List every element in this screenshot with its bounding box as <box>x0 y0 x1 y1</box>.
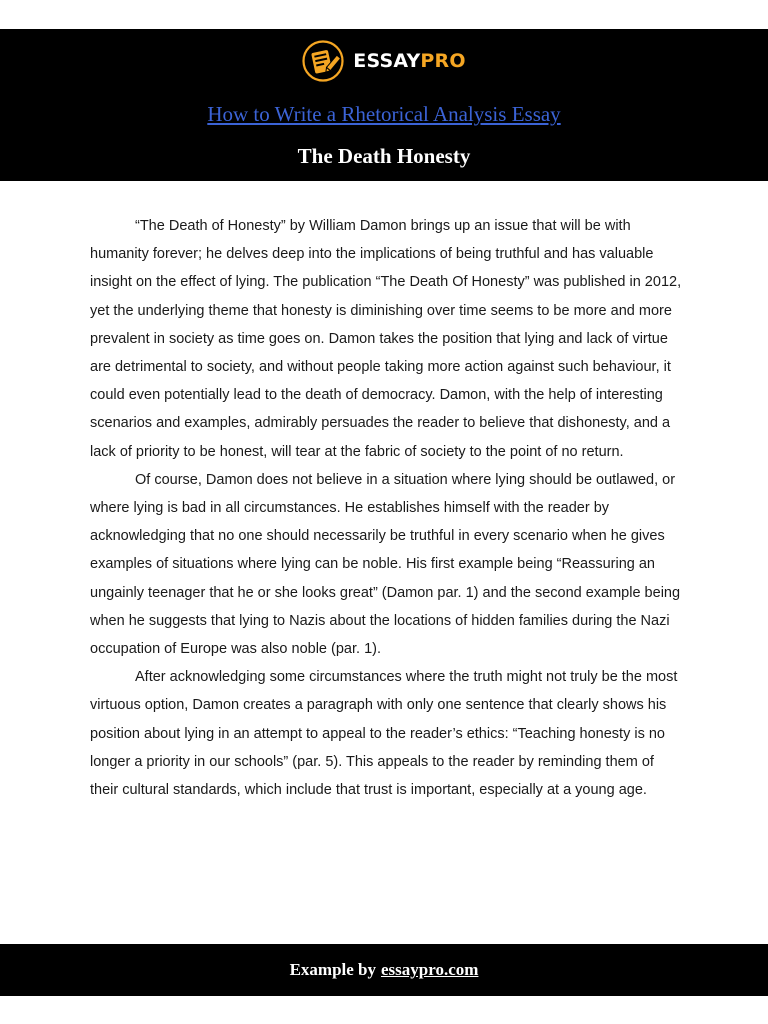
notepad-pencil-icon <box>302 40 344 82</box>
footer-banner <box>0 944 768 996</box>
guide-link[interactable]: How to Write a Rhetorical Analysis Essay <box>207 102 561 126</box>
essay-paragraph: “The Death of Honesty” by William Damon brings up an issue that will be with humanity forever; he delves deep into the implications of being truthful and has valuable insight on the effect of lying. The publication “The Death Of Honesty” was published in 2012, yet the underlying theme that honesty is diminishing over time seems to be more and more prevalent in society as time goes on. Damon takes the position that lying and lack of virtue are detrimental to society, and without people taking more action against such behaviour, it could even potentially lead to the death of democracy. Damon, with the help of interesting scenarios and examples, admirably persuades the reader to believe that dishonesty, and a lack of priority to be honest, will tear at the fabric of society to the point of no return. <box>90 218 682 460</box>
essay-body <box>90 212 682 804</box>
essay-paragraph: Of course, Damon does not believe in a situation where lying should be outlawed, or where lying is bad in all circumstances. He establishes himself with the reader by acknowledging that no one should necessarily be truthful in every scenario when he gives examples of situations where lying can be noble. His first example being “Reassuring an ungainly teenager that he or she looks great” (Damon par. 1) and the second example being when he suggests that lying to Nazis about the locations of hidden families during the Nazi occupation of Europe was also noble (par. 1). <box>90 471 681 658</box>
footer-link[interactable]: essaypro.com <box>381 960 479 979</box>
logo-word-essay: ESSAY <box>353 49 421 72</box>
header-banner <box>0 29 768 181</box>
essay-paragraph: After acknowledging some circumstances where the truth might not truly be the most virtuous option, Damon creates a paragraph with only one sentence that clearly shows his position about lying in an attempt to appeal to the reader’s ethics: “Teaching honesty is no longer a priority in our schools” (par. 5). This appeals to the reader by reminding them of their cultural standards, which include that trust is important, especially at a young age. <box>90 669 678 799</box>
essay-title: The Death Honesty <box>297 144 471 168</box>
essaypro-logo[interactable] <box>0 39 768 83</box>
logo-wordmark <box>353 49 466 72</box>
logo-word-pro: PRO <box>420 49 466 72</box>
footer-prefix: Example by <box>289 960 376 979</box>
